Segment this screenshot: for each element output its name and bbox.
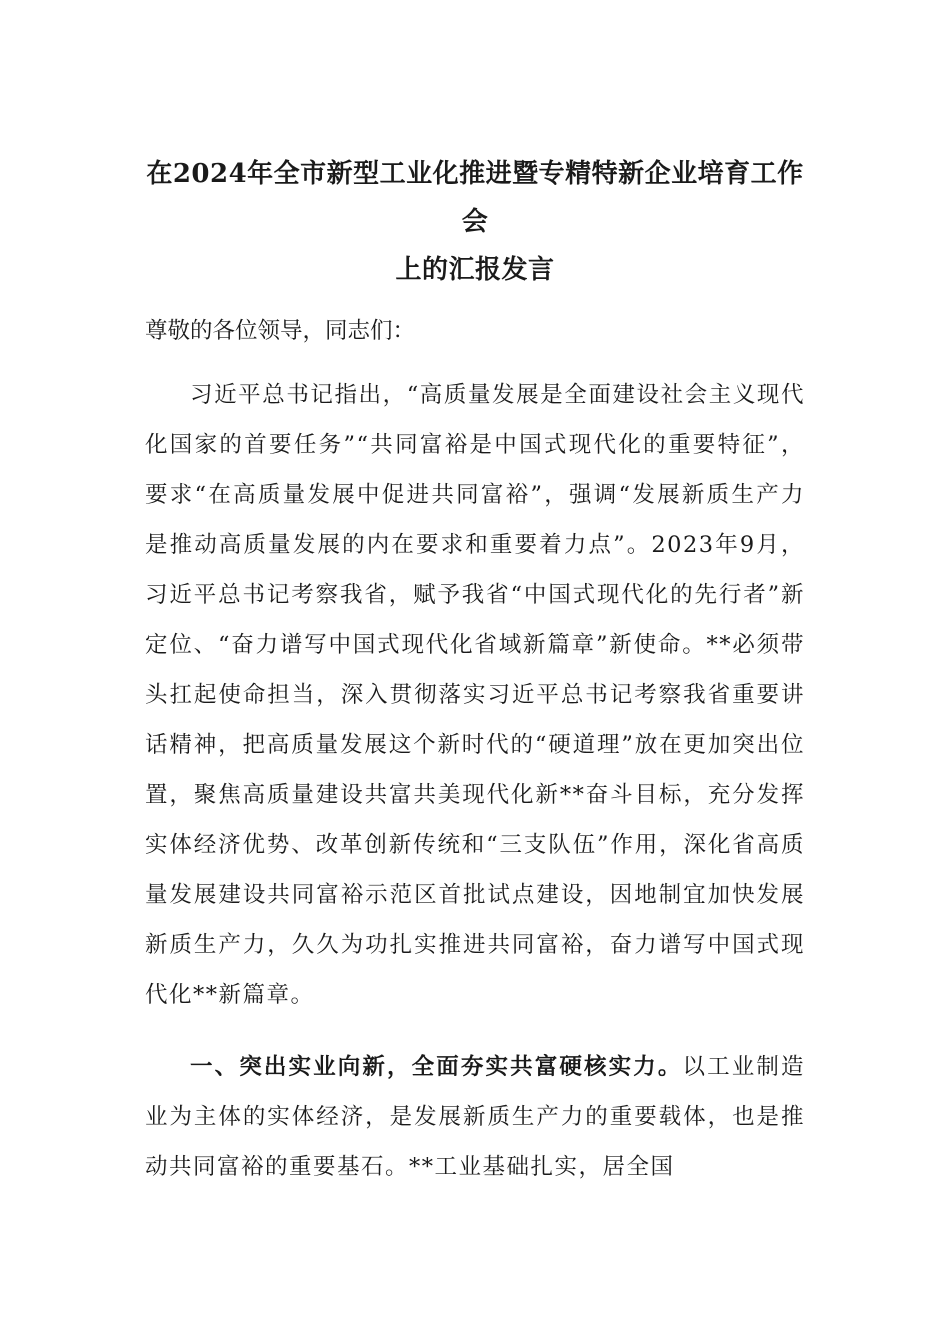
title-line-2: 上的汇报发言 [395, 255, 555, 285]
title-line-1: 在2024年全市新型工业化推进暨专精特新企业培育工作会 [146, 159, 804, 237]
paragraph-section-1 [145, 1042, 805, 1192]
paragraph-intro: 习近平总书记指出，“高质量发展是全面建设社会主义现代化国家的首要任务”“共同富裕是中国式现代化的重要特征”，要求“在高质量发展中促进共同富裕”，强调“发展新质生产力是推动高质量发展的内在要求和重要着力点”。2023年9月，习近平总书记考察我省，赋予我省“中国式现代化的先行者”新定位、“奋力谱写中国式现代化省域新篇章”新使命。**必须带头扛起使命担当，深入贯彻落实习近平总书记考察我省重要讲话精神，把高质量发展这个新时代的“硬道理”放在更加突出位置，聚焦高质量建设共富共美现代化新**奋斗目标，充分发挥实体经济优势、改革创新传统和“三支队伍”作用，深化省高质量发展建设共同富裕示范区首批试点建设，因地制宜加快发展新质生产力，久久为功扎实推进共同富裕，奋力谱写中国式现代化**新篇章。 [145, 382, 805, 1008]
section-1-text: 以工业制造业为主体的实体经济，是发展新质生产力的重要载体，也是推动共同富裕的重要基石。**工业基础扎实，居全国 [145, 1054, 805, 1180]
document-title [145, 150, 805, 294]
salutation: 尊敬的各位领导，同志们： [145, 318, 416, 344]
document-page [145, 150, 805, 1214]
section-1-heading: 一、突出实业向新，全面夯实共富硬核实力。 [190, 1054, 683, 1080]
